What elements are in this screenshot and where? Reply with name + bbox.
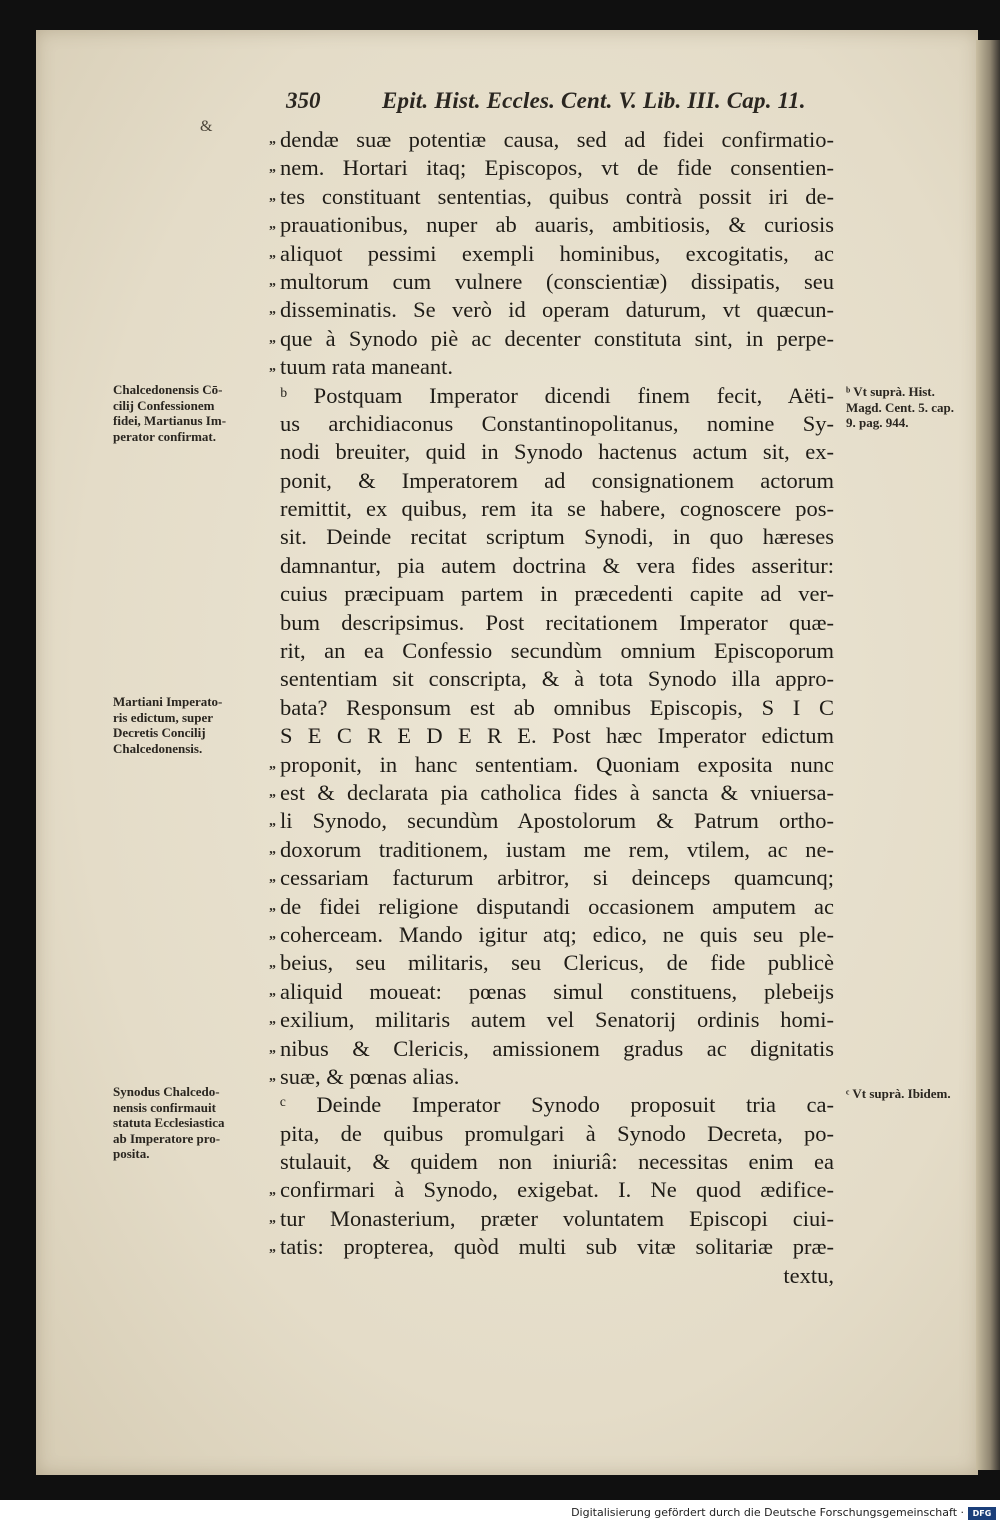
text-line: sententiam sit conscripta, & à tota Synodo illa appro- — [280, 666, 834, 692]
margin-note-right — [846, 1086, 986, 1102]
text-line: ᵇ Postquam Imperator dicendi finem fecit, Aëti- — [280, 382, 834, 408]
text-line: suæ, & pœnas alias. — [280, 1063, 460, 1089]
quote-mark: „ — [269, 813, 276, 829]
margin-note-right — [846, 384, 986, 431]
quote-mark: „ — [269, 188, 276, 204]
margin-note-line: perator confirmat. — [113, 428, 217, 444]
margin-note-line: statuta Ecclesiastica — [113, 1115, 225, 1130]
quote-mark: „ — [269, 132, 276, 147]
text-line: tes constituant sententias, quibus contrà possit iri de- — [280, 183, 834, 209]
text-line: prauationibus, nuper ab auaris, ambitiosis, & curiosis — [280, 212, 834, 238]
text-line: ponit, & Imperatorem ad consignationem actorum — [280, 467, 834, 493]
quote-mark: „ — [269, 359, 276, 375]
quote-mark: „ — [269, 927, 276, 943]
text-line: nem. Hortari itaq; Episcopos, vt de fide consentien- — [280, 155, 834, 181]
text-line: confirmari à Synodo, exigebat. I. Ne quod ædifice- — [280, 1177, 834, 1203]
margin-note-left — [113, 694, 283, 756]
text-line: stulauit, & quidem non iniuriâ: necessitas enim ea — [280, 1149, 834, 1175]
quote-mark: „ — [269, 217, 276, 233]
margin-note-line: cilij Confessionem — [113, 397, 215, 413]
text-line: nibus & Clericis, amissionem gradus ac dignitatis — [280, 1035, 834, 1061]
quote-mark: „ — [269, 274, 276, 289]
text-line: us archidiaconus Constantinopolitanus, nomine Sy- — [280, 410, 834, 436]
digitization-footer — [560, 1504, 1000, 1524]
text-line: cessariam facturum arbitror, si deinceps quamcunq; — [280, 865, 834, 891]
margin-note-line: Chalcedonensis. — [113, 740, 203, 756]
text-line: pita, de quibus promulgari à Synodo Decreta, po- — [280, 1120, 834, 1146]
text-line: rit, an ea Confessio secundùm omnium Episcoporum — [280, 638, 834, 664]
text-line: de fidei religione disputandi occasionem amputem ac — [280, 893, 834, 919]
margin-note-line: Decretis Concilij — [113, 725, 206, 740]
text-line: cuius præcipuam partem in præcedenti capite ad ver- — [280, 581, 834, 607]
margin-note-line: ᶜ Vt suprà. Ibidem. — [846, 1086, 951, 1101]
quote-mark: „ — [269, 984, 276, 999]
main-text-block — [280, 126, 834, 1290]
running-title: Epit. Hist. Eccles. Cent. V. Lib. III. Cap. 11. — [382, 88, 806, 113]
text-line: que à Synodo piè ac decenter constituta sint, in perpe- — [280, 325, 834, 351]
text-line: nodi breuiter, quid in Synodo hactenus actum sit, ex- — [280, 439, 834, 465]
margin-note-left — [113, 382, 283, 444]
text-line: beius, seu militaris, seu Clericus, de fide publicè — [280, 950, 834, 976]
quote-mark: „ — [269, 160, 276, 176]
margin-note-line: nensis confirmauit — [113, 1099, 216, 1115]
quote-mark: „ — [269, 302, 276, 318]
margin-note-line: Synodus Chalcedo- — [113, 1084, 220, 1099]
margin-note-line: posita. — [113, 1146, 150, 1161]
margin-note-line: Chalcedonensis Cō- — [113, 382, 223, 397]
margin-note-left — [113, 1084, 283, 1162]
text-line: bum descripsimus. Post recitationem Imperator quæ- — [280, 609, 834, 635]
text-line: dendæ suæ potentiæ causa, sed ad fidei confirmatio- — [280, 127, 834, 152]
quote-mark: „ — [269, 898, 276, 914]
text-line: li Synodo, secundùm Apostolorum & Patrum ortho- — [280, 808, 834, 834]
quote-mark: „ — [269, 756, 276, 772]
text-line: disseminatis. Se verò id operam daturum, vt quæcun- — [280, 297, 834, 323]
quote-mark: „ — [269, 842, 276, 857]
text-line: remittit, ex quibus, rem ita se habere, cognoscere pos- — [280, 496, 834, 522]
text-line: aliquid moueat: pœnas simul constituens, plebeijs — [280, 978, 834, 1004]
quote-mark: „ — [269, 1069, 276, 1085]
margin-note-line: Martiani Imperato- — [113, 694, 223, 709]
funding-credit: Digitalisierung gefördert durch die Deutsche Forschungsgemeinschaft · — [571, 1506, 964, 1519]
text-line: multorum cum vulnere (conscientiæ) dissipatis, seu — [280, 268, 834, 294]
quote-mark: „ — [269, 330, 276, 346]
text-line: S E C R E D E R E. Post hæc Imperator edictum — [280, 723, 834, 749]
text-line: tatis: propterea, quòd multi sub vitæ solitariæ præ- — [280, 1234, 834, 1260]
text-line: proponit, in hanc sententiam. Quoniam exposita nunc — [280, 751, 834, 777]
quote-mark: „ — [269, 1211, 276, 1227]
margin-note-line: ab Imperatore pro- — [113, 1130, 221, 1146]
running-header — [286, 88, 806, 124]
quote-mark: „ — [269, 245, 276, 261]
quote-mark: „ — [269, 955, 276, 971]
quote-mark: „ — [269, 785, 276, 801]
dfg-logo: DFG — [968, 1507, 996, 1520]
page-edge — [976, 40, 1000, 1470]
text-line: tuum rata maneant. — [280, 354, 454, 380]
quote-mark: „ — [269, 1012, 276, 1028]
text-line: tur Monasterium, præter voluntatem Episcopi ciui- — [280, 1205, 834, 1231]
text-line: damnantur, pia autem doctrina & vera fides asseritur: — [280, 552, 834, 578]
text-line: doxorum traditionem, iustam me rem, vtilem, ac ne- — [280, 836, 834, 862]
margin-note-line: ᵇ Vt suprà. Hist. — [846, 384, 935, 399]
quote-mark: „ — [269, 870, 276, 886]
text-line: aliquot pessimi exempli hominibus, excogitatis, ac — [280, 240, 834, 266]
text-line: sit. Deinde recitat scriptum Synodi, in quo hæreses — [280, 524, 834, 550]
text-line: coherceam. Mando igitur atq; edico, ne quis seu ple- — [280, 921, 834, 947]
margin-note-line: Magd. Cent. 5. cap. — [846, 399, 954, 415]
page-number: 350 — [286, 88, 321, 113]
quote-mark: „ — [269, 1040, 276, 1056]
text-line: bata? Responsum est ab omnibus Episcopis, S I C — [280, 694, 834, 720]
margin-note-line: 9. pag. 944. — [846, 415, 909, 430]
quote-mark: „ — [269, 1239, 276, 1255]
margin-note-line: ris edictum, super — [113, 709, 214, 725]
ornament-mark: & — [200, 118, 213, 135]
quote-mark: „ — [269, 1182, 276, 1198]
margin-note-line: fidei, Martianus Im- — [113, 413, 227, 428]
text-line: exilium, militaris autem vel Senatorij ordinis homi- — [280, 1007, 834, 1033]
text-line: est & declarata pia catholica fides à sancta & vniuersa- — [280, 779, 834, 805]
text-line: textu, — [783, 1262, 834, 1288]
text-line: ᶜ Deinde Imperator Synodo proposuit tria ca- — [280, 1092, 834, 1118]
